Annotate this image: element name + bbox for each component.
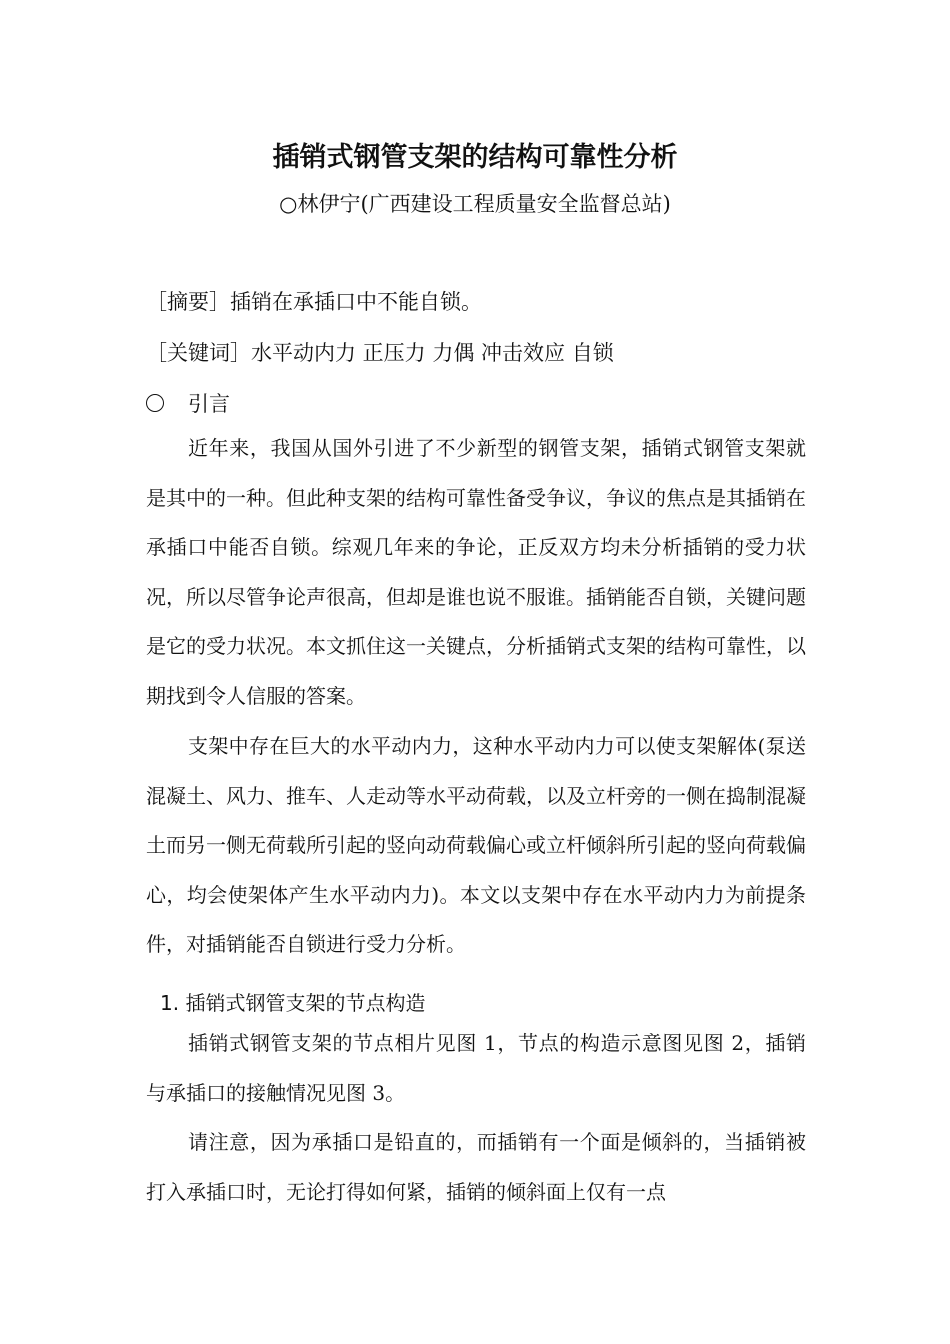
keywords-text: 水平动内力 正压力 力偶 冲击效应 自锁 xyxy=(251,341,614,365)
abstract xyxy=(146,286,482,316)
paragraph-intro-1: 近年来，我国从国外引进了不少新型的钢管支架，插销式钢管支架就是其中的一种。但此种支架的结构可靠性备受争议，争议的焦点是其插销在承插口中能否自锁。综观几年来的争论，正反双方均未分析插销的受力状况，所以尽管争论声很高，但却是谁也说不服谁。插销能否自锁，关键问题是它的受力状况。本文抓住这一关键点，分析插销式支架的结构可靠性，以期找到令人信服的答案。 xyxy=(146,436,806,708)
author-line: ○林伊宁(广西建设工程质量安全监督总站) xyxy=(279,192,671,216)
abstract-label: ［摘要］ xyxy=(146,290,230,314)
section-heading-intro xyxy=(146,388,230,418)
paragraph-section1-2: 请注意，因为承插口是铅直的，而插销有一个面是倾斜的，当插销被打入承插口时，无论打得如何紧，插销的倾斜面上仅有一点 xyxy=(146,1130,806,1204)
section-heading-intro-text: 引言 xyxy=(188,392,230,416)
keywords-label: ［关键词］ xyxy=(146,341,251,365)
keywords xyxy=(146,337,614,367)
document-title: 插销式钢管支架的结构可靠性分析 xyxy=(272,142,678,173)
paragraph-intro-2: 支架中存在巨大的水平动内力，这种水平动内力可以使支架解体(泵送混凝土、风力、推车、人走动等水平动荷载，以及立杆旁的一侧在捣制混凝土而另一侧无荷载所引起的竖向动荷载偏心或立杆倾斜所引起的竖向荷载偏心，均会使架体产生水平动内力)。本文以支架中存在水平动内力为前提条件，对插销能否自锁进行受力分析。 xyxy=(146,734,806,957)
circle-icon xyxy=(146,394,164,412)
paragraph-section1-1: 插销式钢管支架的节点相片见图 1，节点的构造示意图见图 2，插销与承插口的接触情况见图 3。 xyxy=(146,1031,806,1105)
abstract-text: 插销在承插口中不能自锁。 xyxy=(230,290,482,314)
section-heading-1: 1. 插销式钢管支架的节点构造 xyxy=(160,991,426,1015)
